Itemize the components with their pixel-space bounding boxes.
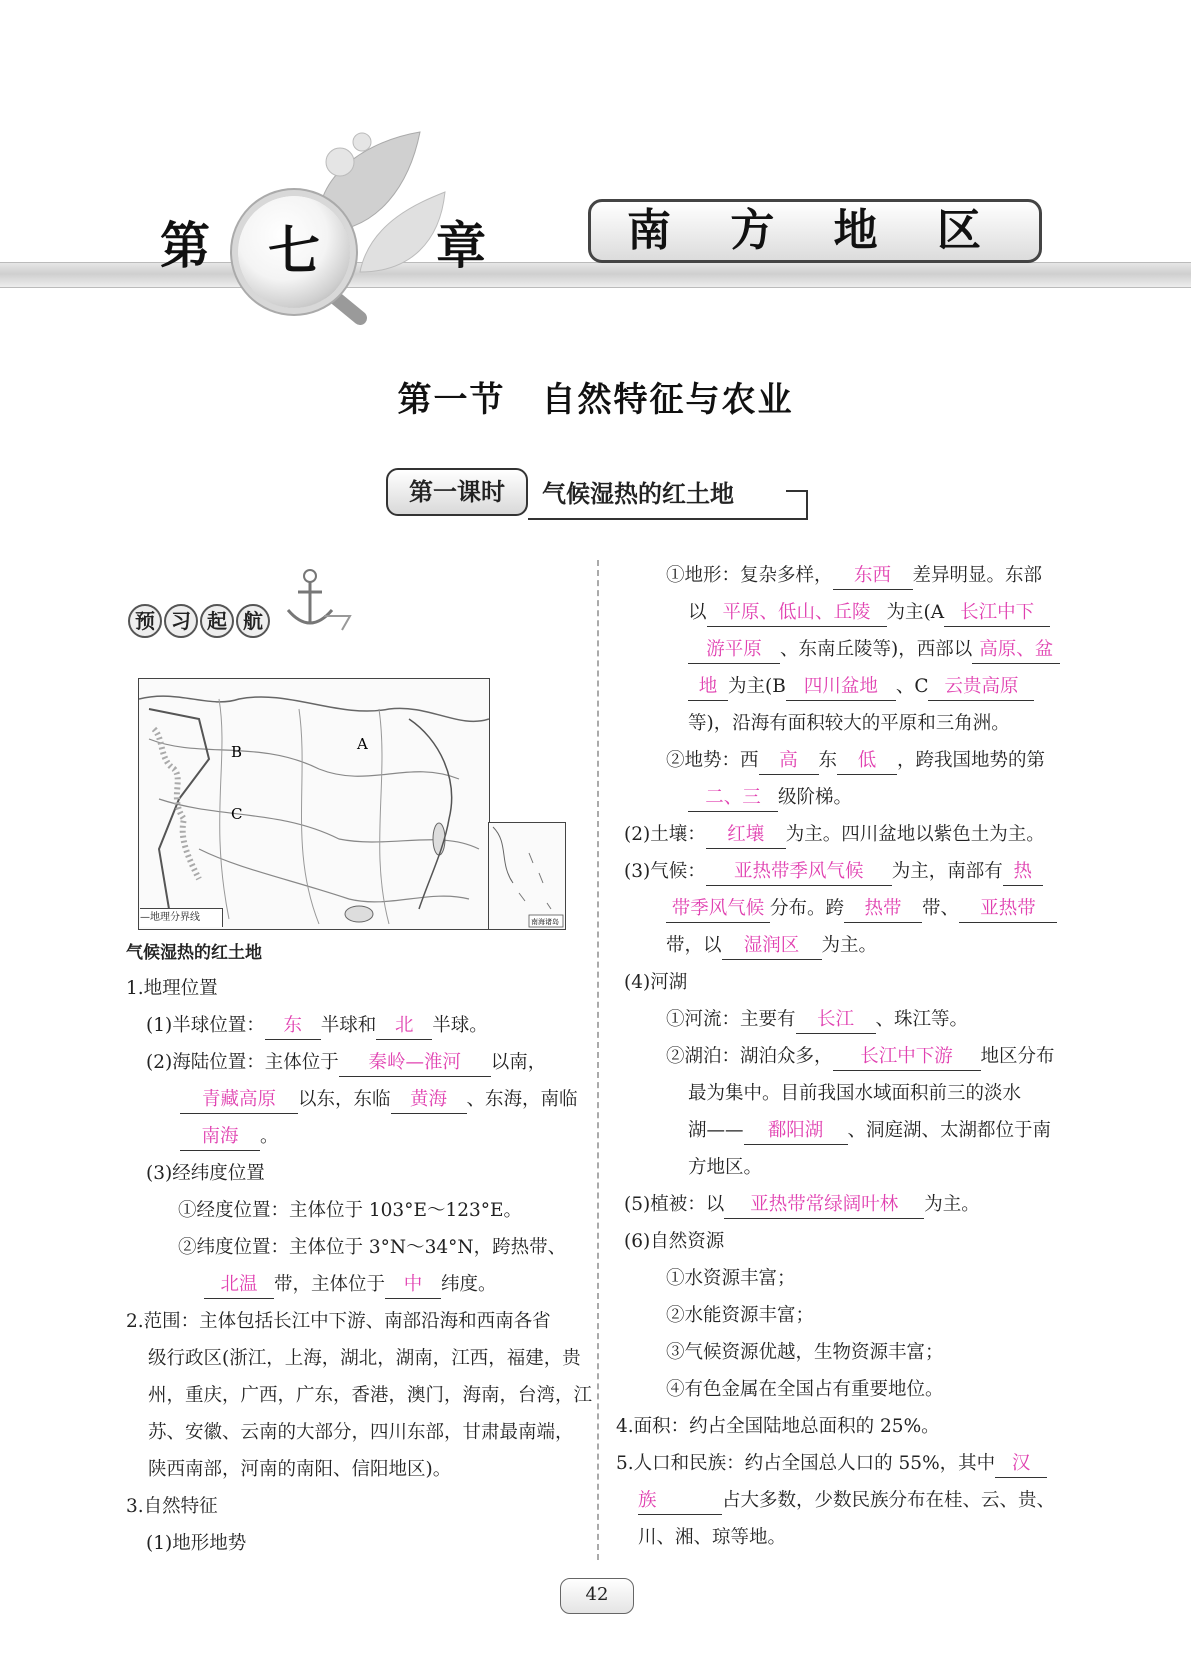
answer-blank: 长江中下 (944, 600, 1050, 627)
text: 级阶梯。 (778, 787, 853, 808)
lesson-tick (786, 490, 808, 492)
answer-blank: 亚热带季风气候 (706, 859, 892, 886)
r-line (666, 557, 1042, 594)
text: 、C (895, 676, 929, 697)
text: ①地形：复杂多样， (666, 565, 833, 586)
r-line (688, 594, 1050, 631)
r-line (666, 1038, 1055, 1075)
r-line (638, 1482, 1055, 1519)
sea-land-line (146, 1044, 546, 1081)
text: 分布。跨 (770, 898, 845, 919)
r-line: 川、湘、琼等地。 (638, 1527, 787, 1548)
text: 为主(B (728, 676, 786, 697)
column-divider (597, 560, 599, 1560)
text: ②湖泊：湖泊众多， (666, 1046, 833, 1067)
answer-blank: 低 (837, 748, 897, 775)
r-line (666, 890, 1057, 927)
text: ②地势：西 (666, 750, 759, 771)
answer-blank: 亚热带常绿阔叶林 (724, 1192, 924, 1219)
answer-blank: 南海 (180, 1124, 260, 1151)
latitude-line: ②纬度位置：主体位于 3°N～34°N，跨热带、 (178, 1237, 567, 1258)
text: 湖—— (688, 1120, 744, 1141)
answer-blank: 汉 (995, 1451, 1047, 1478)
sea-land-line-3 (180, 1118, 279, 1155)
answer-blank: 热 (1003, 859, 1043, 886)
scope-line-5: 陕西南部，河南的南阳、信阳地区)。 (148, 1459, 452, 1480)
chapter-suffix: 章 (436, 217, 486, 275)
inset-label: 南海诸岛 (531, 918, 559, 926)
text: 半球。 (432, 1015, 488, 1036)
sea-land-line-2 (180, 1081, 578, 1118)
text: 差异明显。东部 (912, 565, 1043, 586)
answer-blank: 东西 (833, 563, 913, 590)
r-line: ②水能资源丰富； (666, 1305, 815, 1326)
s3-heading: 3.自然特征 (126, 1496, 218, 1517)
r-line (688, 1112, 1051, 1149)
latlon-heading: (3)经纬度位置 (146, 1163, 265, 1184)
r-line (666, 927, 877, 964)
lesson-title: 气候湿热的红土地 (542, 480, 734, 508)
map-label-c: C (231, 805, 243, 823)
text: 为主(A (886, 602, 945, 623)
map-inset (488, 822, 566, 930)
text: 带，主体位于 (274, 1274, 386, 1295)
latitude-line-2 (204, 1266, 497, 1303)
r-line: (6)自然资源 (624, 1231, 725, 1252)
text: 半球和 (320, 1015, 377, 1036)
preview-char: 习 (164, 604, 198, 638)
r-line: 方地区。 (688, 1157, 763, 1178)
text: 、东南丘陵等)，西部以 (780, 639, 973, 660)
text: 占大多数，少数民族分布在桂、云、贵、 (722, 1490, 1056, 1511)
text: (2)土壤： (624, 824, 706, 845)
text: 地区分布 (980, 1046, 1055, 1067)
r-line: 最为集中。目前我国水域面积前三的淡水 (688, 1083, 1022, 1104)
answer-blank: 地 (688, 674, 728, 701)
answer-blank: 东 (265, 1013, 321, 1040)
r-line: 4.面积：约占全国陆地总面积的 25%。 (616, 1416, 940, 1437)
scope-line-1: 2.范围：主体包括长江中下游、南部沿海和西南各省 (126, 1311, 551, 1332)
answer-blank: 带季风气候 (666, 896, 770, 923)
text: 。 (260, 1126, 279, 1147)
text: 纬度。 (441, 1274, 497, 1295)
answer-blank: 红壤 (706, 822, 786, 849)
answer-blank: 热带 (844, 896, 922, 923)
answer-blank: 平原、低山、丘陵 (707, 600, 887, 627)
scope-line-2: 级行政区(浙江，上海，湖北，湖南，江西，福建，贵 (148, 1348, 581, 1369)
answer-blank: 二、三 (688, 785, 778, 812)
r-line: (4)河湖 (624, 972, 688, 993)
map-label-b: B (231, 743, 243, 761)
text: (5)植被：以 (624, 1194, 725, 1215)
r-line (624, 853, 1043, 890)
text: 为主。 (924, 1194, 980, 1215)
preview-badge (128, 604, 272, 638)
answer-blank: 湿润区 (722, 933, 822, 960)
answer-blank: 游平原 (688, 637, 780, 664)
text: 带，以 (666, 935, 722, 956)
page-number: 42 (560, 1578, 634, 1614)
text: (3)气候： (624, 861, 706, 882)
text: ①河流：主要有 (666, 1009, 796, 1030)
preview-char: 预 (128, 604, 162, 638)
text: 、洞庭湖、太湖都位于南 (847, 1120, 1052, 1141)
r-line: ③气候资源优越，生物资源丰富； (666, 1342, 944, 1363)
south-china-map (138, 678, 490, 930)
lesson-underline (528, 518, 808, 520)
text: 为主。四川盆地以紫色土为主。 (785, 824, 1045, 845)
r-line (688, 779, 852, 816)
answer-blank: 亚热带 (959, 896, 1057, 923)
text: 、珠江等。 (875, 1009, 969, 1030)
answer-blank: 北 (376, 1013, 432, 1040)
scope-line-4: 苏、安徽、云南的大部分，四川东部，甘肃最南端， (148, 1422, 574, 1443)
left-heading: 气候湿热的红土地 (126, 943, 262, 963)
answer-blank: 青藏高原 (180, 1087, 298, 1114)
answer-blank: 长江 (796, 1007, 876, 1034)
terrain-heading: (1)地形地势 (146, 1533, 247, 1554)
answer-blank: 高原、盆 (972, 637, 1060, 664)
text: (2)海陆位置：主体位于 (146, 1052, 339, 1073)
r-line (666, 742, 1045, 779)
scope-line-3: 州，重庆，广西，广东，香港，澳门，海南，台湾，江 (148, 1385, 593, 1406)
answer-blank: 黄海 (391, 1087, 467, 1114)
answer-blank: 四川盆地 (786, 674, 896, 701)
r-line (624, 816, 1045, 853)
text: 5.人口和民族：约占全国总人口的 55%，其中 (616, 1453, 996, 1474)
r-line: ①水资源丰富； (666, 1268, 796, 1289)
r-line (616, 1445, 1047, 1482)
answer-blank: 北温 (204, 1272, 274, 1299)
hemisphere-line (146, 1007, 488, 1044)
text: 以东，东临 (298, 1089, 391, 1110)
text: 以南， (490, 1052, 547, 1073)
r-line (688, 631, 1060, 668)
chapter-prefix: 第 (160, 217, 210, 275)
longitude-line: ①经度位置：主体位于 103°E～123°E。 (178, 1200, 523, 1221)
answer-blank: 族 (638, 1488, 722, 1515)
r-line: ④有色金属在全国占有重要地位。 (666, 1379, 944, 1400)
answer-blank: 高 (759, 748, 819, 775)
map-legend: —地理分界线 (140, 908, 223, 927)
answer-blank: 中 (385, 1272, 441, 1299)
preview-char: 航 (236, 604, 270, 638)
text: 为主。 (821, 935, 878, 956)
r-line: 等)，沿海有面积较大的平原和三角洲。 (688, 713, 1010, 734)
map-illustration (139, 679, 489, 929)
text: 以 (688, 602, 707, 623)
answer-blank: 云贵高原 (928, 674, 1034, 701)
answer-blank: 长江中下游 (833, 1044, 981, 1071)
map-label-a: A (357, 735, 368, 753)
chapter-number: 七 (267, 222, 320, 282)
text: 带、 (922, 898, 960, 919)
lesson-hook (806, 490, 808, 520)
r-line (624, 1186, 980, 1223)
answer-blank: 秦岭—淮河 (339, 1050, 491, 1077)
section-title: 第一节 自然特征与农业 (397, 380, 794, 420)
text: 、东海，南临 (466, 1089, 578, 1110)
chapter-title: 南 方 地 区 (627, 205, 1003, 256)
s1-heading: 1.地理位置 (126, 978, 218, 999)
answer-blank: 鄱阳湖 (744, 1118, 848, 1145)
inset-illustration (489, 823, 565, 929)
anchor-icon (280, 566, 360, 636)
r-line (688, 668, 1034, 705)
text: (1)半球位置： (146, 1015, 265, 1036)
lesson-label: 第一课时 (386, 468, 528, 516)
preview-char: 起 (200, 604, 234, 638)
text: 为主，南部有 (891, 861, 1003, 882)
text: ，跨我国地势的第 (897, 750, 1046, 771)
r-line (666, 1001, 968, 1038)
text: 东 (818, 750, 838, 771)
